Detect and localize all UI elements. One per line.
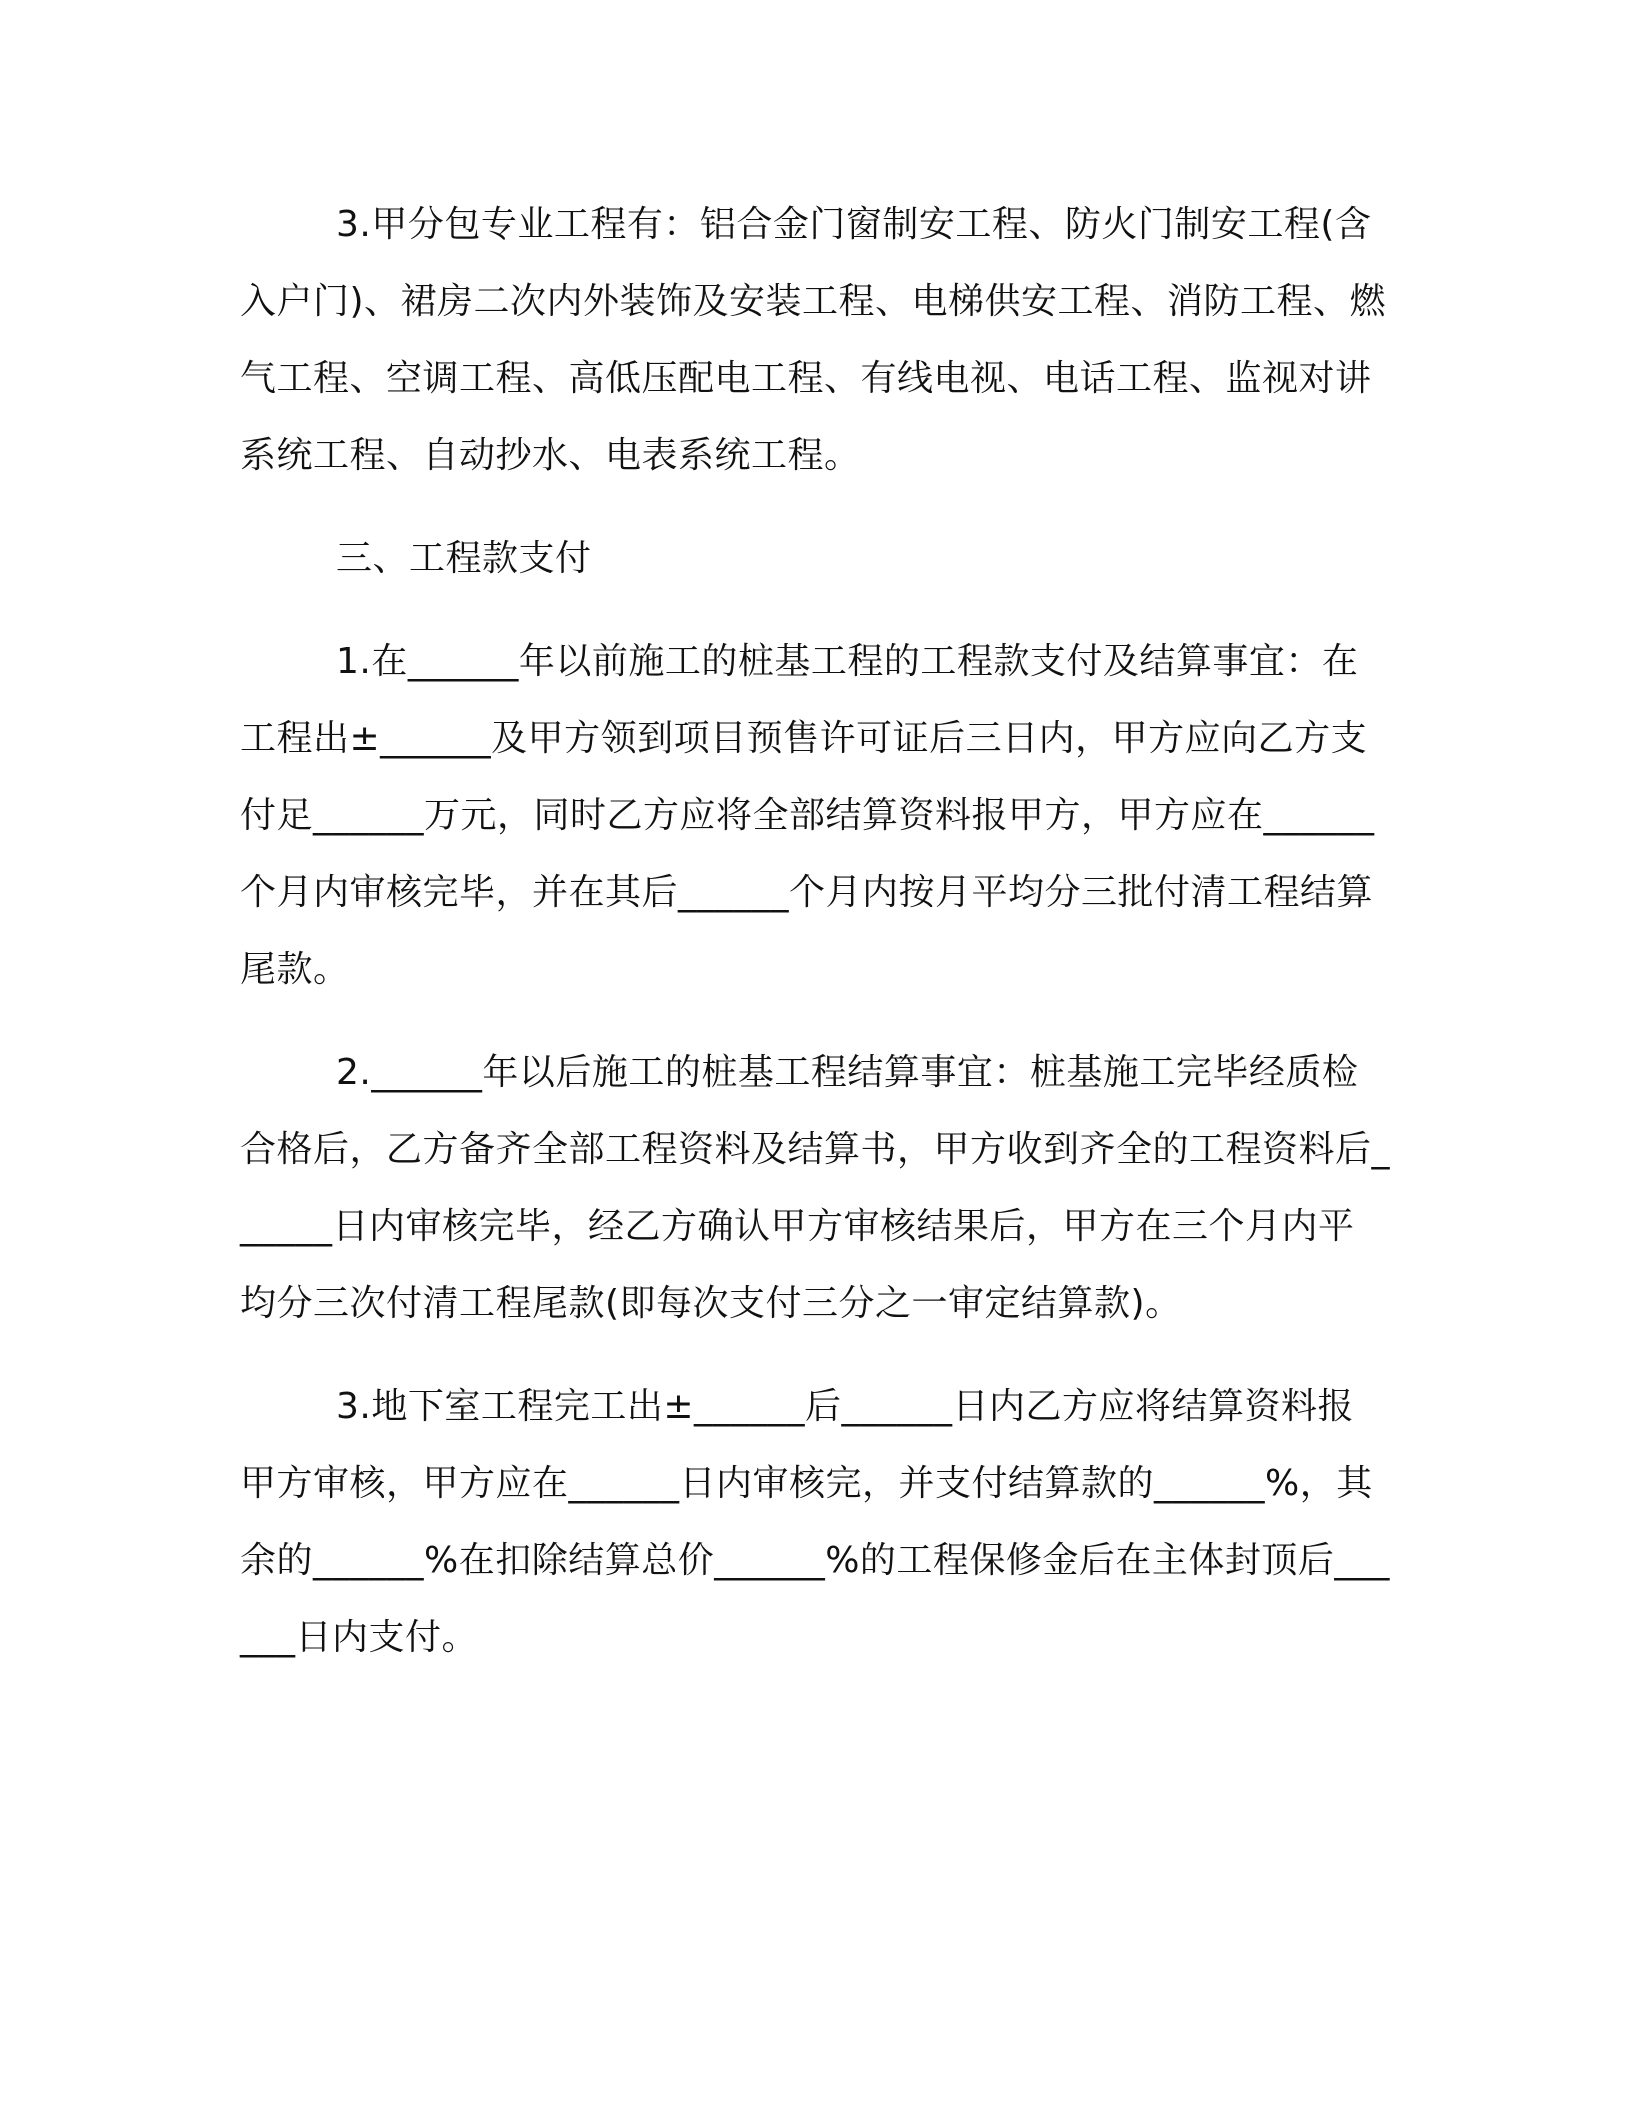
payment-clause-1: 1.在______年以前施工的桩基工程的工程款支付及结算事宜：在工程出±______及甲方领到项目预售许可证后三日内，甲方应向乙方支付足______万元，同时乙方应将全部结算资料报甲方，甲方应在______个月内审核完毕，并在其后______个月内按月平均分三批付清工程结算尾款。	[240, 641, 1375, 990]
document-body	[240, 186, 1390, 1702]
payment-clause-3: 3.地下室工程完工出±______后______日内乙方应将结算资料报甲方审核，甲方应在______日内审核完，并支付结算款的______%，其余的______%在扣除结算总价______%的工程保修金后在主体封顶后______日内支付。	[240, 1386, 1390, 1658]
clause-3-subcontract-works: 3.甲分包专业工程有：铝合金门窗制安工程、防火门制安工程(含入户门)、裙房二次内外装饰及安装工程、电梯供安工程、消防工程、燃气工程、空调工程、高低压配电工程、有线电视、电话工程、监视对讲系统工程、自动抄水、电表系统工程。	[240, 204, 1387, 476]
payment-clause-2: 2.______年以后施工的桩基工程结算事宜：桩基施工完毕经质检合格后，乙方备齐全部工程资料及结算书，甲方收到齐全的工程资料后______日内审核完毕，经乙方确认甲方审核结果后，甲方在三个月内平均分三次付清工程尾款(即每次支付三分之一审定结算款)。	[240, 1052, 1391, 1324]
section-heading-payment: 三、工程款支付	[336, 538, 592, 579]
